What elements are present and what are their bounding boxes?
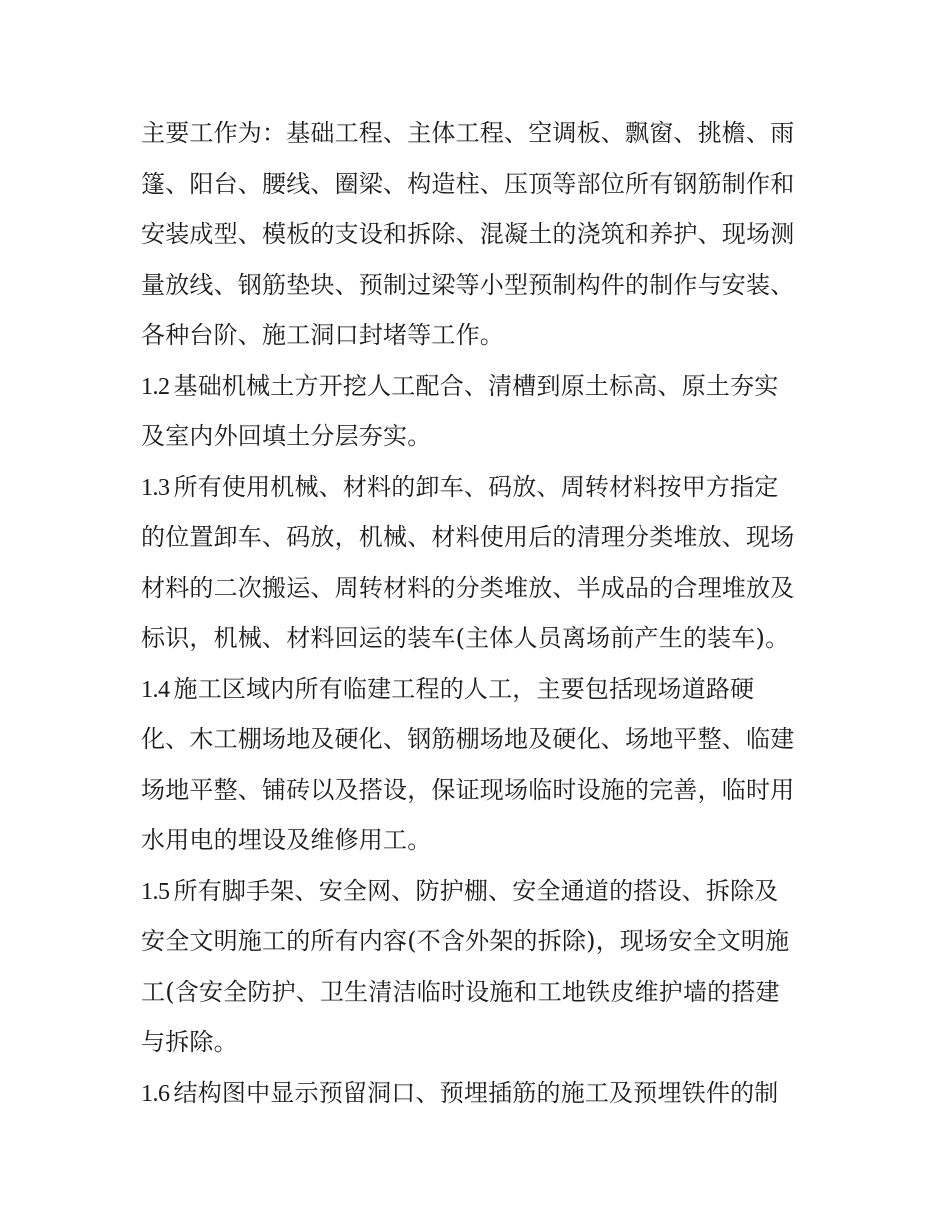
text-line: 水用电的埋设及维修用工。 bbox=[141, 826, 432, 854]
section-1-4-line: 1.4 施工区域内所有临建工程的人工，主要包括现场道路硬 bbox=[141, 674, 755, 703]
section-1-6-line: 1.6 结构图中显示预留洞口、预埋插筋的施工及预埋铁件的制 bbox=[141, 1078, 779, 1107]
section-number: 1.6 bbox=[141, 1080, 170, 1107]
text-line: 安全文明施工的所有内容(不含外架的拆除)，现场安全文明施 bbox=[141, 927, 790, 955]
body-text bbox=[141, 108, 821, 1118]
section-number: 1.4 bbox=[141, 676, 170, 703]
text-line: 篷、阳台、腰线、圈梁、构造柱、压顶等部位所有钢筋制作和 bbox=[141, 169, 795, 198]
text-line: 的位置卸车、码放，机械、材料使用后的清理分类堆放、现场 bbox=[141, 523, 795, 551]
section-number: 1.3 bbox=[141, 474, 170, 501]
text-line: 安装成型、模板的支设和拆除、混凝土的浇筑和养护、现场测 bbox=[141, 220, 795, 248]
section-number: 1.5 bbox=[141, 878, 170, 905]
section-1-5-line: 1.5 所有脚手架、安全网、防护棚、安全通道的搭设、拆除及 bbox=[141, 876, 779, 905]
section-1-2-line: 1.2 基础机械土方开挖人工配合、清槽到原土标高、原土夯实 bbox=[141, 371, 779, 400]
text-line: 材料的二次搬运、周转材料的分类堆放、半成品的合理堆放及 bbox=[141, 573, 795, 602]
text-line: 与拆除。 bbox=[141, 1028, 238, 1056]
text-line: 各种台阶、施工洞口封堵等工作。 bbox=[141, 321, 504, 349]
section-number: 1.2 bbox=[141, 373, 170, 400]
text-line: 及室内外回填土分层夯实。 bbox=[141, 422, 432, 450]
text-line: 标识，机械、材料回运的装车(主体人员离场前产生的装车)。 bbox=[141, 624, 790, 652]
text-line: 工(含安全防护、卫生清洁临时设施和工地铁皮维护墙的搭建 bbox=[141, 977, 780, 1006]
text-line: 主要工作为：基础工程、主体工程、空调板、飘窗、挑檐、雨 bbox=[141, 119, 795, 147]
text-line: 化、木工棚场地及硬化、钢筋棚场地及硬化、场地平整、临建 bbox=[141, 725, 795, 753]
section-1-3-line: 1.3 所有使用机械、材料的卸车、码放、周转材料按甲方指定 bbox=[141, 472, 779, 501]
text-line: 场地平整、铺砖以及搭设，保证现场临时设施的完善，临时用 bbox=[141, 775, 795, 804]
text-line: 量放线、钢筋垫块、预制过梁等小型预制构件的制作与安装、 bbox=[141, 270, 795, 299]
